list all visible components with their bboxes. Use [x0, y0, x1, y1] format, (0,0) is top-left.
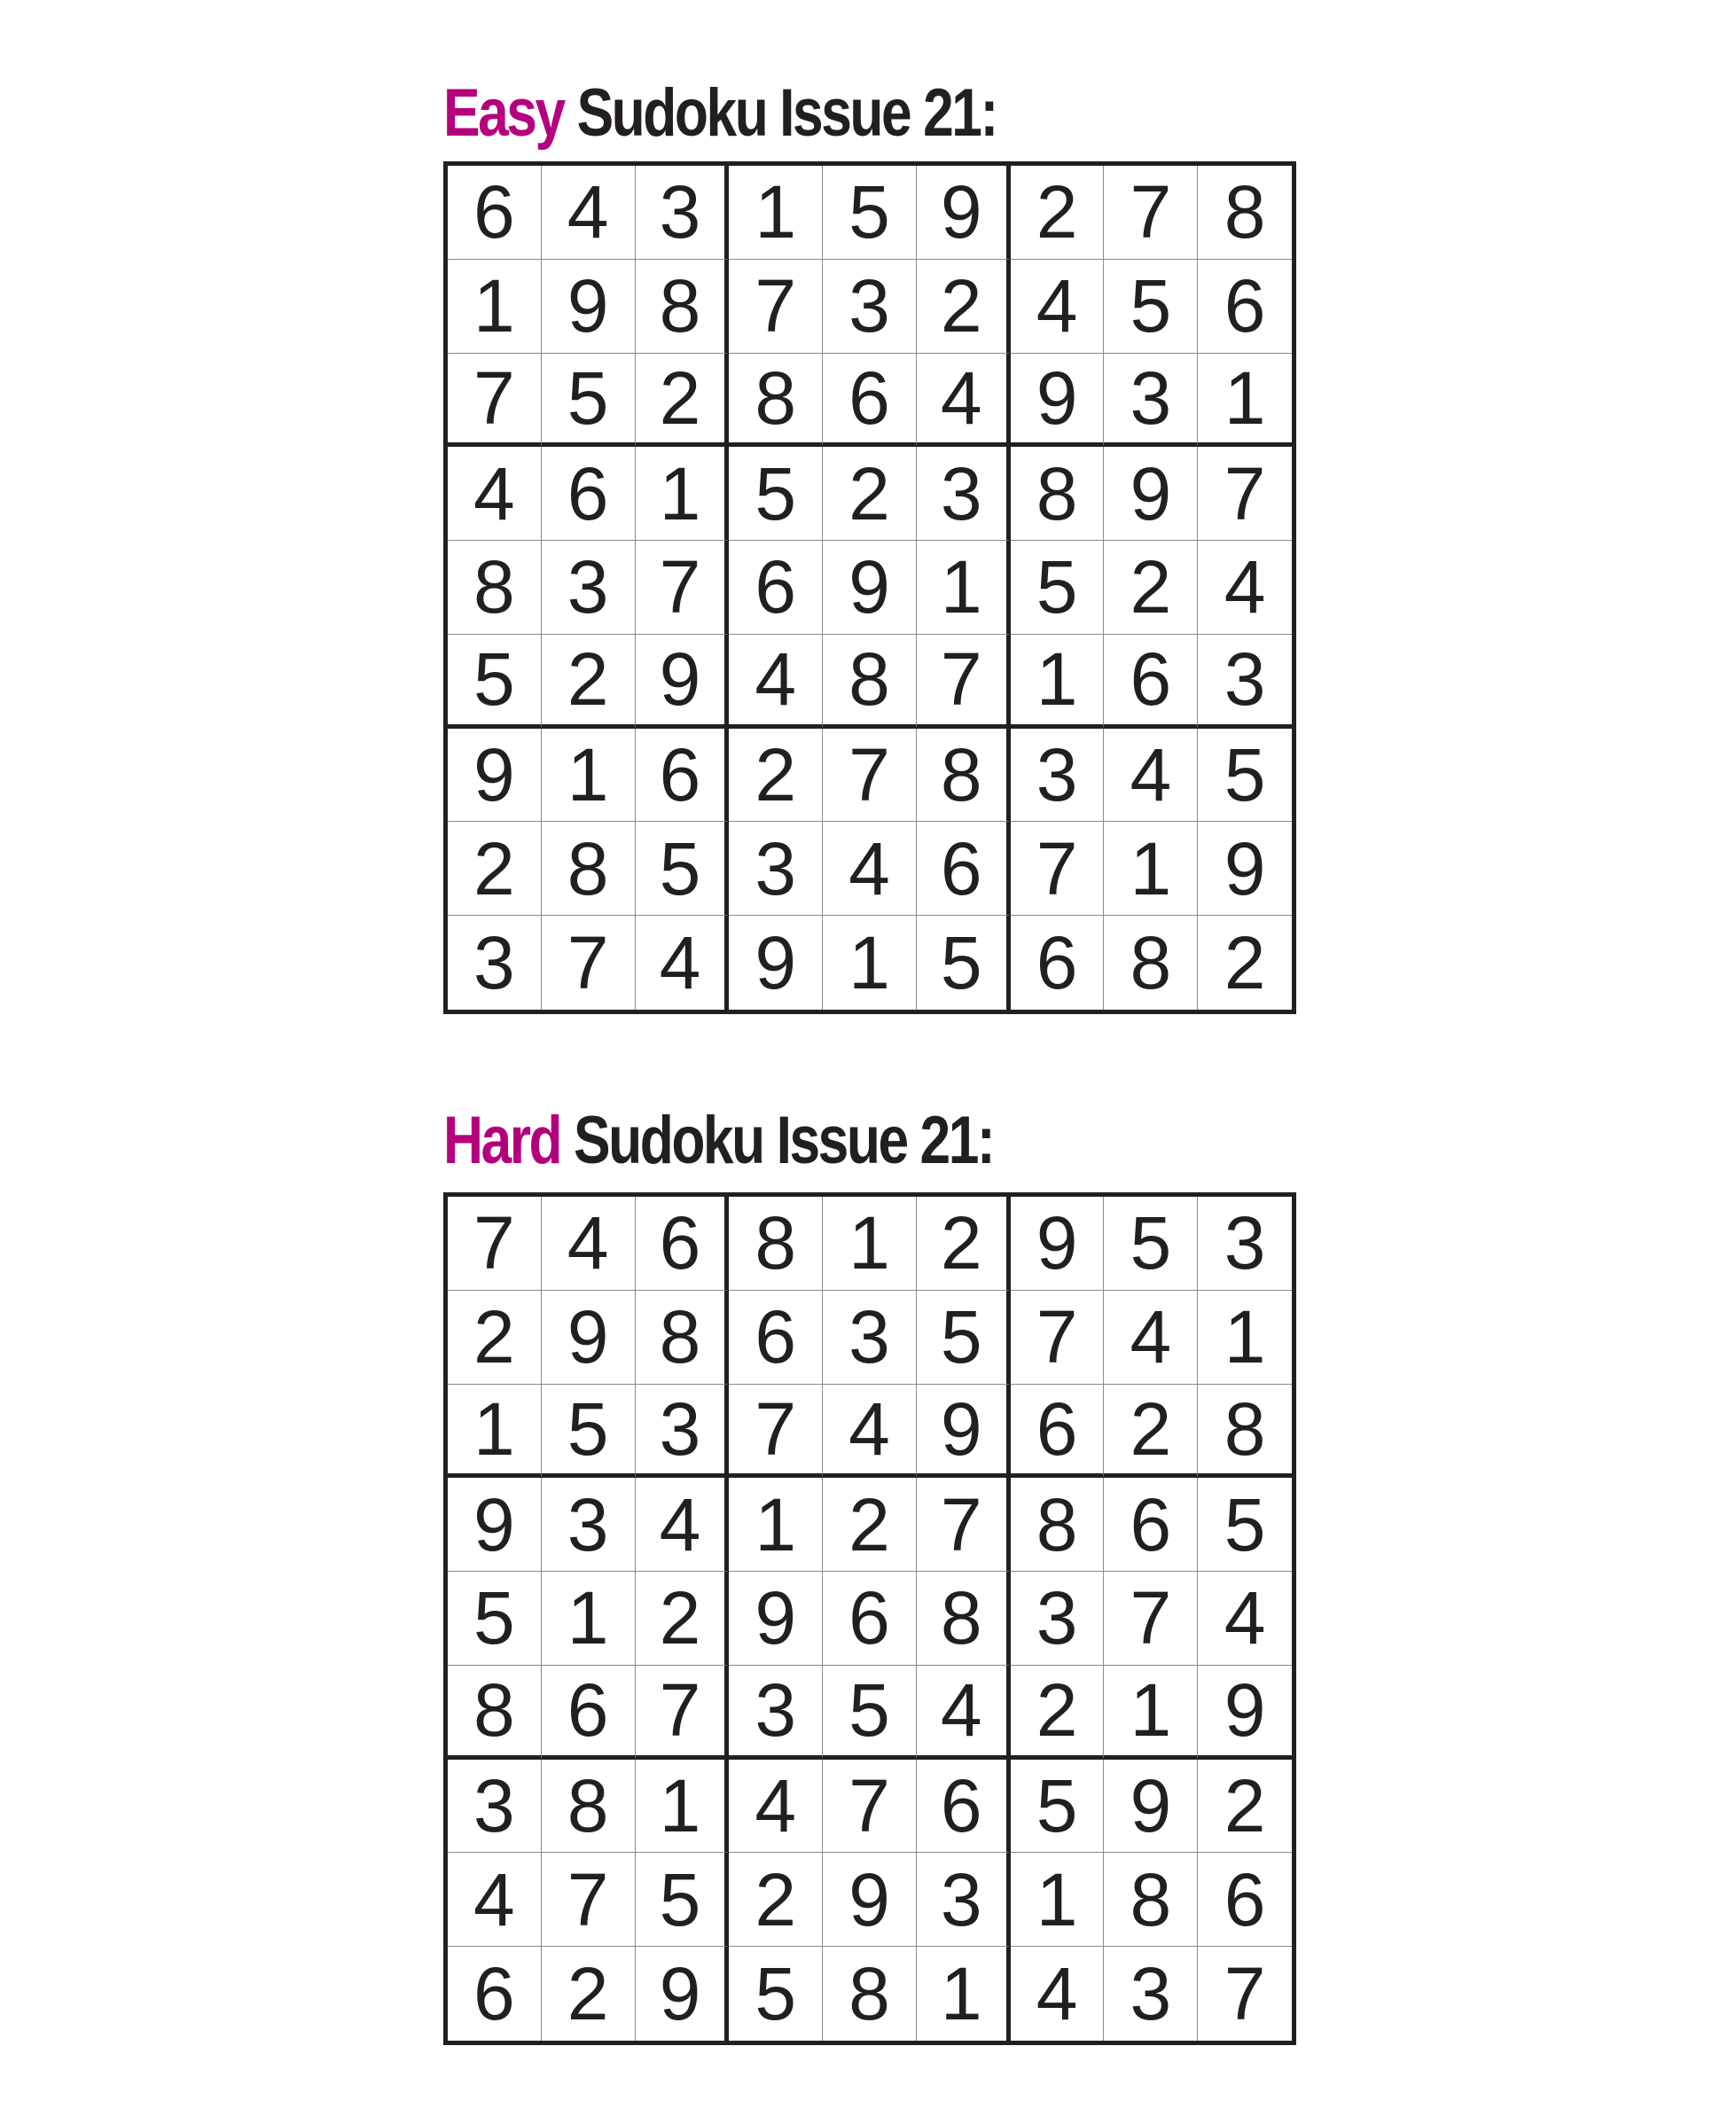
easy-sudoku-cell: 3 — [1011, 729, 1105, 823]
hard-sudoku-cell: 1 — [1198, 1291, 1292, 1385]
easy-sudoku-cell: 7 — [823, 729, 917, 823]
easy-sudoku-cell: 3 — [917, 447, 1011, 541]
hard-sudoku-cell: 1 — [542, 1572, 636, 1666]
easy-sudoku-cell: 8 — [448, 541, 542, 635]
easy-sudoku-grid — [443, 161, 1296, 1014]
easy-sudoku-cell: 5 — [823, 166, 917, 260]
hard-sudoku-cell: 9 — [729, 1572, 823, 1666]
hard-sudoku-cell: 8 — [917, 1572, 1011, 1666]
easy-sudoku-cell: 1 — [917, 541, 1011, 635]
easy-sudoku-cell: 2 — [542, 635, 636, 729]
easy-sudoku-cell: 1 — [542, 729, 636, 823]
easy-sudoku-cell: 6 — [729, 541, 823, 635]
easy-sudoku-cell: 5 — [636, 822, 730, 916]
easy-sudoku-cell: 6 — [917, 822, 1011, 916]
easy-sudoku-cell: 2 — [636, 354, 730, 448]
hard-sudoku-cell: 5 — [1198, 1478, 1292, 1572]
easy-sudoku-cell: 4 — [917, 354, 1011, 448]
easy-sudoku-cell: 7 — [636, 541, 730, 635]
hard-sudoku-cell: 5 — [542, 1385, 636, 1479]
easy-sudoku-cell: 2 — [1104, 541, 1198, 635]
hard-sudoku-cell: 2 — [823, 1478, 917, 1572]
easy-sudoku-cell: 1 — [1104, 822, 1198, 916]
hard-sudoku-cell: 1 — [729, 1478, 823, 1572]
easy-sudoku-cell: 9 — [823, 541, 917, 635]
easy-sudoku-cell: 1 — [1198, 354, 1292, 448]
hard-sudoku-cell: 3 — [823, 1291, 917, 1385]
easy-sudoku-cell: 5 — [448, 635, 542, 729]
easy-sudoku-cell: 1 — [448, 260, 542, 354]
easy-sudoku-cell: 4 — [729, 635, 823, 729]
hard-sudoku-cell: 4 — [448, 1853, 542, 1947]
hard-sudoku-cell: 3 — [1104, 1947, 1198, 2041]
hard-sudoku-cell: 7 — [1011, 1291, 1105, 1385]
hard-sudoku-cell: 4 — [1104, 1291, 1198, 1385]
easy-sudoku-cell: 4 — [448, 447, 542, 541]
hard-sudoku-cell: 6 — [636, 1197, 730, 1291]
hard-sudoku-cell: 8 — [729, 1197, 823, 1291]
hard-sudoku-cell: 2 — [1104, 1385, 1198, 1479]
hard-sudoku-cell: 2 — [917, 1197, 1011, 1291]
easy-sudoku-cell: 3 — [1198, 635, 1292, 729]
easy-sudoku-title — [443, 69, 997, 158]
easy-sudoku-cell: 2 — [1011, 166, 1105, 260]
easy-sudoku-cell: 9 — [1011, 354, 1105, 448]
hard-sudoku-cell: 6 — [729, 1291, 823, 1385]
hard-sudoku-cell: 8 — [1011, 1478, 1105, 1572]
hard-sudoku-cell: 1 — [917, 1947, 1011, 2041]
hard-sudoku-cell: 6 — [1011, 1385, 1105, 1479]
easy-sudoku-cell: 9 — [917, 166, 1011, 260]
hard-sudoku-cell: 3 — [1011, 1572, 1105, 1666]
easy-sudoku-cell: 5 — [1011, 541, 1105, 635]
hard-sudoku-cell: 7 — [542, 1853, 636, 1947]
easy-sudoku-cell: 1 — [1011, 635, 1105, 729]
hard-sudoku-cell: 9 — [917, 1385, 1011, 1479]
easy-sudoku-cell: 6 — [636, 729, 730, 823]
easy-sudoku-cell: 2 — [729, 729, 823, 823]
hard-sudoku-cell: 6 — [1104, 1478, 1198, 1572]
hard-sudoku-cell: 8 — [1104, 1853, 1198, 1947]
hard-sudoku-cell: 4 — [917, 1666, 1011, 1760]
hard-sudoku-cell: 3 — [448, 1760, 542, 1854]
hard-sudoku-cell: 9 — [1104, 1760, 1198, 1854]
hard-level-label: Hard — [443, 1103, 561, 1178]
hard-sudoku-cell: 9 — [823, 1853, 917, 1947]
easy-sudoku-cell: 7 — [448, 354, 542, 448]
easy-level-label: Easy — [443, 75, 564, 151]
hard-sudoku-cell: 4 — [823, 1385, 917, 1479]
hard-sudoku-cell: 2 — [448, 1291, 542, 1385]
hard-sudoku-cell: 5 — [729, 1947, 823, 2041]
hard-sudoku-cell: 5 — [1011, 1760, 1105, 1854]
hard-sudoku-cell: 8 — [448, 1666, 542, 1760]
easy-sudoku-cell: 2 — [823, 447, 917, 541]
hard-sudoku-cell: 9 — [448, 1478, 542, 1572]
hard-sudoku-cell: 7 — [917, 1478, 1011, 1572]
hard-sudoku-cell: 2 — [729, 1853, 823, 1947]
hard-sudoku-cell: 7 — [729, 1385, 823, 1479]
easy-sudoku-cell: 9 — [729, 916, 823, 1010]
easy-sudoku-cell: 9 — [542, 260, 636, 354]
easy-sudoku-cell: 7 — [1011, 822, 1105, 916]
hard-sudoku-cell: 3 — [917, 1853, 1011, 1947]
hard-sudoku-cell: 3 — [542, 1478, 636, 1572]
hard-sudoku-cell: 5 — [823, 1666, 917, 1760]
hard-sudoku-cell: 4 — [636, 1478, 730, 1572]
hard-sudoku-cell: 9 — [542, 1291, 636, 1385]
hard-sudoku-cell: 9 — [1198, 1666, 1292, 1760]
easy-sudoku-cell: 8 — [1198, 166, 1292, 260]
easy-sudoku-cell: 4 — [542, 166, 636, 260]
hard-sudoku-cell: 7 — [1104, 1572, 1198, 1666]
easy-sudoku-cell: 3 — [823, 260, 917, 354]
easy-sudoku-cell: 4 — [1198, 541, 1292, 635]
hard-sudoku-cell: 1 — [636, 1760, 730, 1854]
easy-sudoku-cell: 3 — [448, 916, 542, 1010]
easy-sudoku-cell: 8 — [917, 729, 1011, 823]
easy-sudoku-cell: 5 — [1198, 729, 1292, 823]
hard-sudoku-cell: 1 — [448, 1385, 542, 1479]
hard-sudoku-cell: 8 — [542, 1760, 636, 1854]
hard-sudoku-cell: 8 — [1198, 1385, 1292, 1479]
easy-sudoku-cell: 9 — [448, 729, 542, 823]
easy-sudoku-cell: 5 — [917, 916, 1011, 1010]
hard-sudoku-cell: 1 — [823, 1197, 917, 1291]
hard-sudoku-cell: 4 — [1011, 1947, 1105, 2041]
hard-sudoku-cell: 2 — [636, 1572, 730, 1666]
easy-sudoku-cell: 4 — [1104, 729, 1198, 823]
easy-sudoku-cell: 3 — [542, 541, 636, 635]
easy-sudoku-cell: 6 — [448, 166, 542, 260]
easy-sudoku-cell: 8 — [1011, 447, 1105, 541]
hard-sudoku-title — [443, 1097, 993, 1185]
easy-sudoku-cell: 1 — [823, 916, 917, 1010]
easy-title-text: Sudoku Issue 21: — [563, 75, 997, 151]
easy-sudoku-cell: 5 — [729, 447, 823, 541]
easy-sudoku-cell: 7 — [1198, 447, 1292, 541]
easy-sudoku-cell: 9 — [1198, 822, 1292, 916]
easy-sudoku-cell: 3 — [636, 166, 730, 260]
easy-sudoku-cell: 6 — [542, 447, 636, 541]
hard-sudoku-cell: 6 — [448, 1947, 542, 2041]
hard-sudoku-cell: 7 — [1224, 1952, 1266, 2036]
easy-sudoku-cell: 2 — [917, 260, 1011, 354]
hard-sudoku-grid — [443, 1192, 1296, 2045]
hard-sudoku-cell: 5 — [917, 1291, 1011, 1385]
hard-sudoku-cell: 7 — [448, 1197, 542, 1291]
easy-sudoku-cell: 7 — [542, 916, 636, 1010]
easy-sudoku-cell: 8 — [729, 354, 823, 448]
hard-sudoku-cell: 8 — [636, 1291, 730, 1385]
hard-sudoku-cell: 1 — [1011, 1853, 1105, 1947]
hard-sudoku-cell: 3 — [1198, 1197, 1292, 1291]
easy-sudoku-cell: 3 — [729, 822, 823, 916]
hard-sudoku-cell: 3 — [636, 1385, 730, 1479]
easy-sudoku-cell: 2 — [1224, 921, 1266, 1005]
easy-sudoku-cell: 3 — [1104, 354, 1198, 448]
hard-sudoku-cell: 8 — [823, 1947, 917, 2041]
hard-sudoku-cell: 9 — [1011, 1197, 1105, 1291]
easy-sudoku-cell: 8 — [1104, 916, 1198, 1010]
hard-sudoku-cell: 4 — [542, 1197, 636, 1291]
easy-sudoku-cell: 6 — [1104, 635, 1198, 729]
easy-sudoku-cell: 1 — [636, 447, 730, 541]
easy-sudoku-cell: 8 — [542, 822, 636, 916]
hard-sudoku-cell: 9 — [636, 1947, 730, 2041]
hard-sudoku-cell: 6 — [823, 1572, 917, 1666]
hard-sudoku-cell: 7 — [636, 1666, 730, 1760]
easy-sudoku-cell: 4 — [636, 916, 730, 1010]
hard-sudoku-cell: 2 — [542, 1947, 636, 2041]
easy-sudoku-cell: 1 — [729, 166, 823, 260]
easy-sudoku-cell: 5 — [1104, 260, 1198, 354]
hard-sudoku-cell: 2 — [1011, 1666, 1105, 1760]
hard-title-text: Sudoku Issue 21: — [560, 1103, 994, 1178]
hard-sudoku-cell: 1 — [1104, 1666, 1198, 1760]
easy-sudoku-cell: 9 — [1104, 447, 1198, 541]
hard-sudoku-cell: 4 — [1198, 1572, 1292, 1666]
hard-sudoku-cell: 3 — [729, 1666, 823, 1760]
easy-sudoku-cell: 8 — [823, 635, 917, 729]
hard-sudoku-cell: 5 — [636, 1853, 730, 1947]
easy-sudoku-cell: 2 — [448, 822, 542, 916]
easy-sudoku-cell: 6 — [823, 354, 917, 448]
easy-sudoku-cell: 4 — [1011, 260, 1105, 354]
hard-sudoku-cell: 6 — [542, 1666, 636, 1760]
easy-sudoku-cell: 7 — [917, 635, 1011, 729]
easy-sudoku-cell: 7 — [1104, 166, 1198, 260]
hard-sudoku-cell: 5 — [1104, 1197, 1198, 1291]
easy-sudoku-cell: 8 — [636, 260, 730, 354]
easy-sudoku-cell: 9 — [636, 635, 730, 729]
hard-sudoku-cell: 2 — [1198, 1760, 1292, 1854]
easy-sudoku-cell: 7 — [729, 260, 823, 354]
easy-sudoku-cell: 4 — [823, 822, 917, 916]
hard-sudoku-cell: 6 — [1198, 1853, 1292, 1947]
hard-sudoku-cell: 5 — [448, 1572, 542, 1666]
hard-sudoku-cell: 4 — [729, 1760, 823, 1854]
hard-sudoku-cell: 6 — [917, 1760, 1011, 1854]
easy-sudoku-cell: 5 — [542, 354, 636, 448]
hard-sudoku-cell: 7 — [823, 1760, 917, 1854]
easy-sudoku-cell: 6 — [1198, 260, 1292, 354]
easy-sudoku-cell: 6 — [1011, 916, 1105, 1010]
